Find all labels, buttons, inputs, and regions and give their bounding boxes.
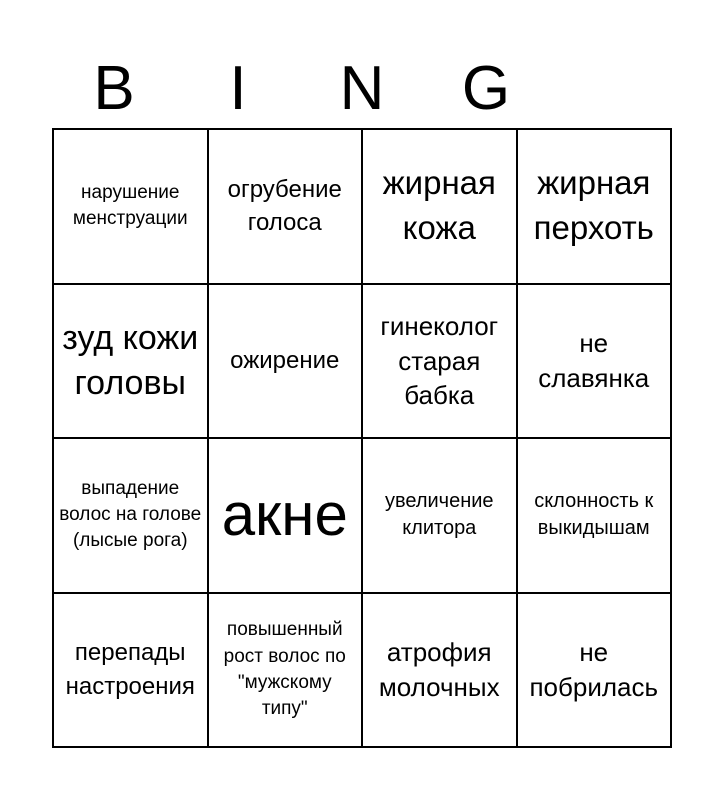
- header-letter-g: G: [461, 54, 511, 123]
- bingo-cell[interactable]: не славянка: [517, 284, 672, 439]
- bingo-cell[interactable]: зуд кожи головы: [53, 284, 208, 439]
- header-letter-b: B: [93, 54, 135, 123]
- bingo-cell[interactable]: жирная кожа: [362, 129, 517, 284]
- bingo-cell[interactable]: ожирение: [208, 284, 363, 439]
- bingo-card: [52, 128, 672, 748]
- bingo-cell[interactable]: не побрилась: [517, 593, 672, 748]
- header-letter-n: N: [339, 54, 385, 123]
- bingo-header: [52, 52, 672, 126]
- bingo-cell[interactable]: гинеколог старая бабка: [362, 284, 517, 439]
- bingo-cell[interactable]: выпадение волос на голове (лысые рога): [53, 438, 208, 593]
- bingo-cell[interactable]: повышенный рост волос по "мужскому типу": [208, 593, 363, 748]
- bingo-cell[interactable]: увеличение клитора: [362, 438, 517, 593]
- bingo-cell[interactable]: акне: [208, 438, 363, 593]
- bingo-cell[interactable]: склонность к выкидышам: [517, 438, 672, 593]
- bingo-cell[interactable]: нарушение менструации: [53, 129, 208, 284]
- bingo-cell[interactable]: перепады настроения: [53, 593, 208, 748]
- bingo-cell[interactable]: огрубение голоса: [208, 129, 363, 284]
- header-letter-i: I: [229, 54, 247, 123]
- bingo-cell[interactable]: жирная перхоть: [517, 129, 672, 284]
- bingo-cell[interactable]: атрофия молочных: [362, 593, 517, 748]
